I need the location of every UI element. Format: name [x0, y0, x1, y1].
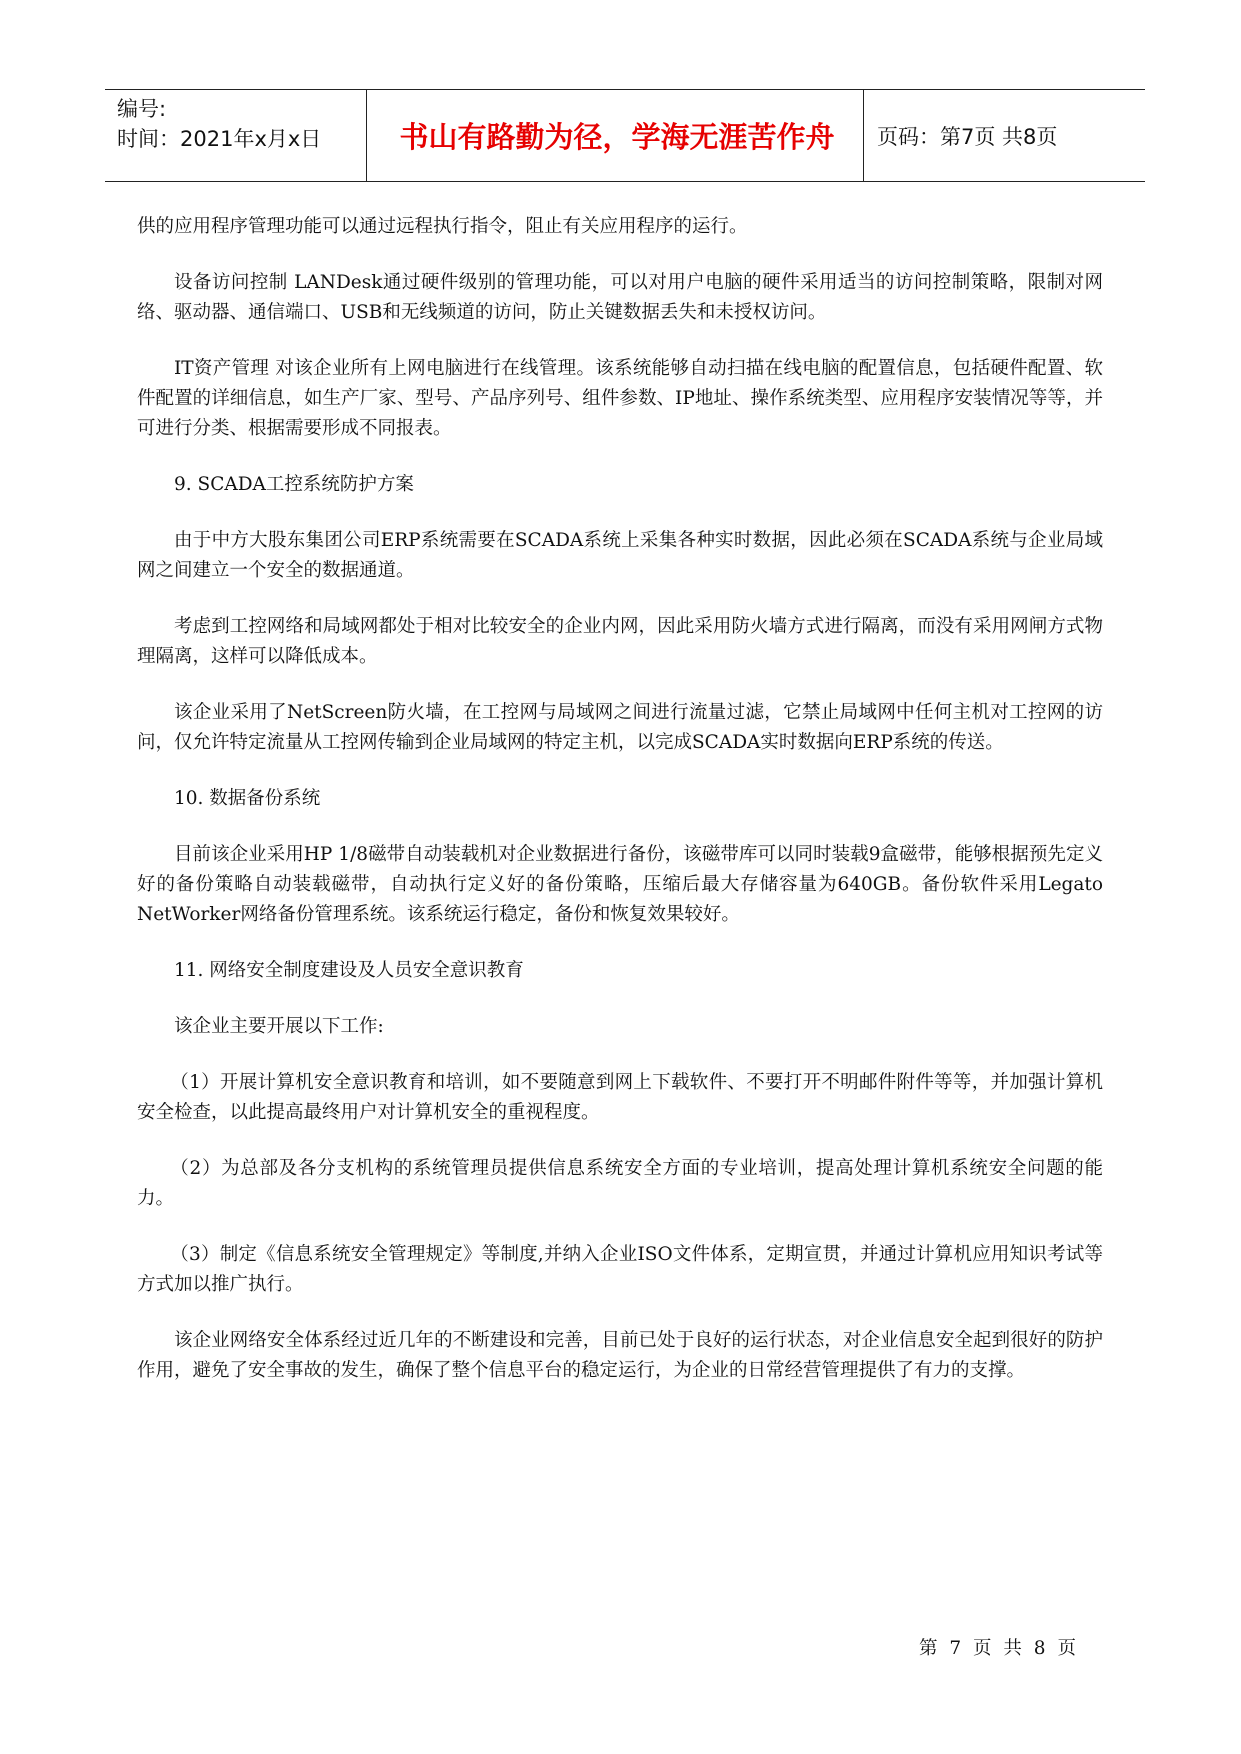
- paragraph-scada-requirement: 由于中方大股东集团公司ERP系统需要在SCADA系统上采集各种实时数据，因此必须在SCADA系统与企业局域网之间建立一个安全的数据通道。: [137, 530, 1103, 581]
- header-motto: 书山有路勤为径，学海无涯苦作舟: [399, 120, 835, 154]
- section-heading-backup: 10. 数据备份系统: [174, 788, 321, 809]
- header-divider-right: [863, 90, 864, 181]
- paragraph-netscreen: 该企业采用了NetScreen防火墙，在工控网与局域网之间进行流量过滤，它禁止局域网中任何主机对工控网的访问，仅允许特定流量从工控网传输到企业局域网的特定主机，以完成SCADA实时数据向ERP系统的传送。: [137, 702, 1103, 753]
- section-heading-security-policy: 11. 网络安全制度建设及人员安全意识教育: [174, 960, 524, 981]
- paragraph-work-intro: 该企业主要开展以下工作:: [174, 1016, 384, 1037]
- paragraph-firewall-isolation: 考虑到工控网络和局域网都处于相对比较安全的企业内网，因此采用防火墙方式进行隔离，而没有采用网闸方式物理隔离，这样可以降低成本。: [137, 616, 1103, 667]
- paragraph-conclusion: 该企业网络安全体系经过近几年的不断建设和完善，目前已处于良好的运行状态，对企业信息安全起到很好的防护作用，避免了安全事故的发生，确保了整个信息平台的稳定运行，为企业的日常经营管理提供了有力的支撑。: [137, 1330, 1103, 1381]
- document-body: [137, 212, 1103, 1412]
- page-footer: 第 7 页 共 8 页: [919, 1638, 1079, 1659]
- paragraph-backup-system: 目前该企业采用HP 1/8磁带自动装载机对企业数据进行备份，该磁带库可以同时装载9盒磁带，能够根据预先定义好的备份策略自动装载磁带，自动执行定义好的备份策略，压缩后最大存储容量为640GB。备份软件采用Legato NetWorker网络备份管理系统。该系统运行稳定，备份和恢复效果较好。: [137, 844, 1103, 925]
- document-number-label: 编号:: [117, 97, 167, 121]
- section-heading-scada: 9. SCADA工控系统防护方案: [174, 474, 414, 495]
- paragraph-it-asset-management: IT资产管理 对该企业所有上网电脑进行在线管理。该系统能够自动扫描在线电脑的配置信息，包括硬件配置、软件配置的详细信息，如生产厂家、型号、产品序列号、组件参数、IP地址、操作系统类型、应用程序安装情况等等，并可进行分类、根据需要形成不同报表。: [137, 358, 1103, 439]
- header-meta: [117, 94, 367, 154]
- list-item-3: （3）制定《信息系统安全管理规定》等制度,并纳入企业ISO文件体系，定期宣贯，并通过计算机应用知识考试等方式加以推广执行。: [137, 1244, 1103, 1295]
- document-time-label: 时间：2021年x月x日: [117, 127, 322, 151]
- list-item-2: （2）为总部及各分支机构的系统管理员提供信息系统安全方面的专业培训，提高处理计算机系统安全问题的能力。: [137, 1158, 1103, 1209]
- page-header: [105, 89, 1145, 182]
- paragraph-device-access-control: 设备访问控制 LANDesk通过硬件级别的管理功能，可以对用户电脑的硬件采用适当的访问控制策略，限制对网络、驱动器、通信端口、USB和无线频道的访问，防止关键数据丢失和未授权访问。: [137, 272, 1103, 323]
- list-item-1: （1）开展计算机安全意识教育和培训，如不要随意到网上下载软件、不要打开不明邮件附件等等，并加强计算机安全检查，以此提高最终用户对计算机安全的重视程度。: [137, 1072, 1103, 1123]
- paragraph-continuation: 供的应用程序管理功能可以通过远程执行指令，阻止有关应用程序的运行。: [137, 216, 748, 237]
- header-divider-left: [366, 90, 367, 181]
- header-page-label: 页码：第7页 共8页: [877, 124, 1058, 149]
